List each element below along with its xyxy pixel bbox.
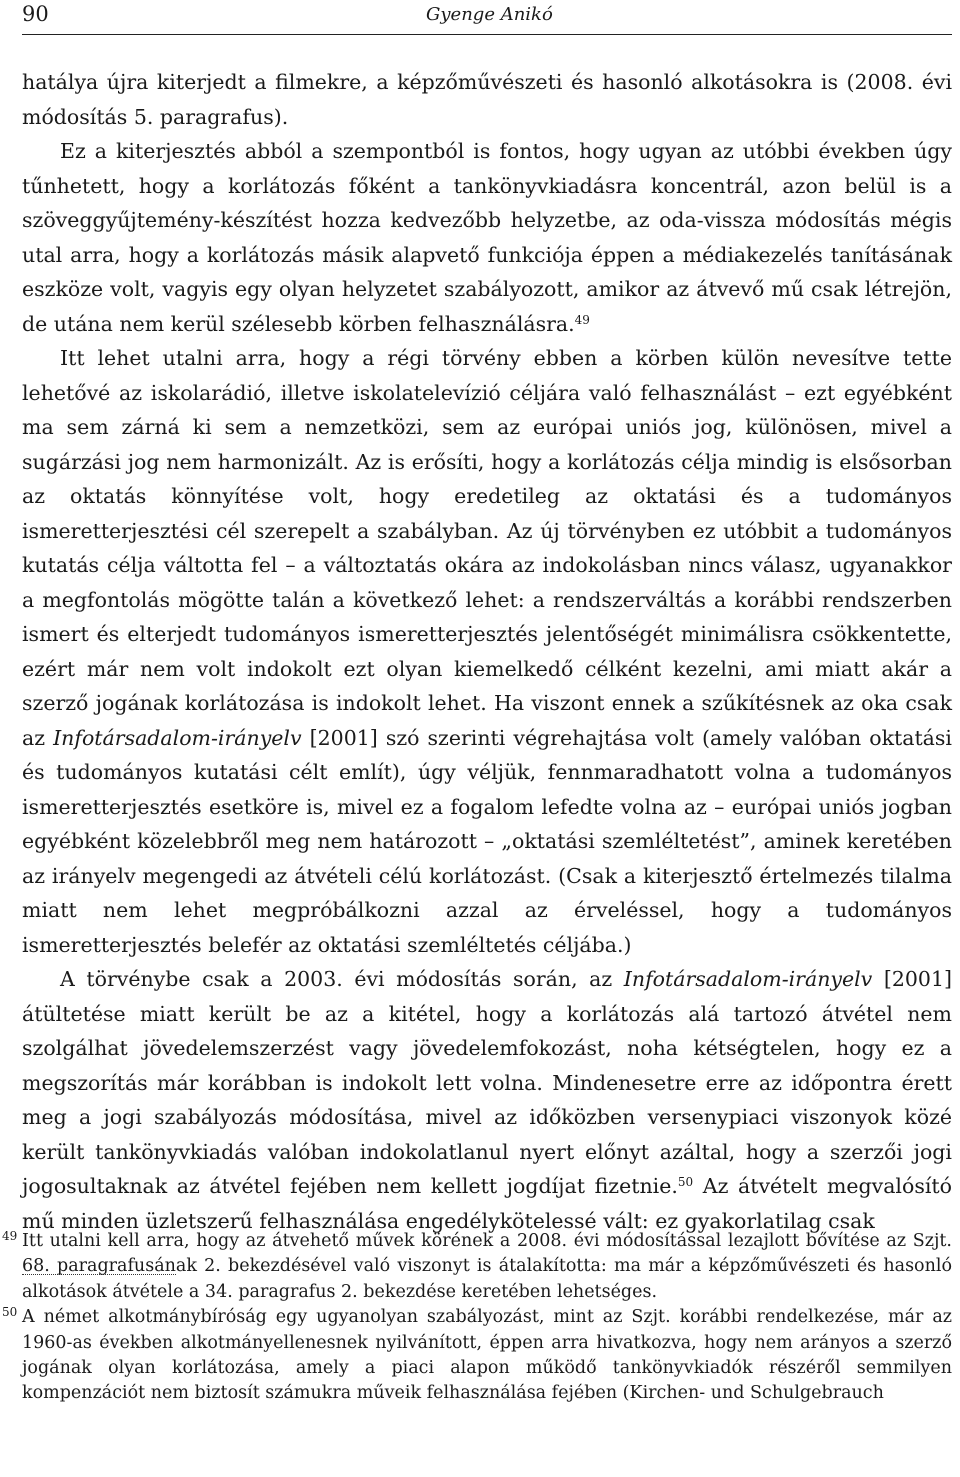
footnote-50 (2, 1305, 952, 1407)
directive-title: Infotársadalom-irányelv (623, 967, 873, 991)
footnote-number: 49 (2, 1229, 18, 1243)
footnote-ref-49[interactable]: 49 (574, 312, 590, 327)
body-text (22, 65, 952, 1238)
directive-title: Infotársadalom-irányelv (53, 725, 302, 750)
paragraph-3-text-a: Itt lehet utalni arra, hogy a régi törvény ebben a körben külön nevesítve tette lehetővé az iskolarádió, illetve iskolatelevízió céljára való felhasználást – ezt egyébként ma sem zárná ki sem a nemzetközi, sem az európai uniós jog, különösen, mivel a sugárzási jog nem harmonizált. Az is erősíti, hogy a korlátozás célja mindig is elsősorban az oktatás könnyítése volt, hogy eredetileg az oktatási és a tudományos ismeretterjesztési cél szerepelt a szabályban. Az új törvényben ez utóbbit a tudományos kutatás célja váltotta fel – a változtatás okára az indokolásban nincs válasz, ugyanakkor a megfontolás mögötte talán a következő lehet: a rendszerváltás a korábbi rendszerben ismert és elterjedt tudományos ismeretterjesztés jelentőségét minimálisra csökkentette, ezért már nem volt indokolt ezt olyan kiemelkedő célként kezelni, ami miatt akár a szerző jogának korlátozása is indokolt lehet. Ha viszont ennek a szűkítésnek az oka csak az (22, 346, 952, 750)
paragraph-3 (22, 341, 952, 962)
page-number: 90 (22, 2, 49, 26)
footnotes (2, 1229, 952, 1407)
paragraph-4-text-b: [2001] átültetése miatt került be az a kitétel, hogy a korlátozás alá tartozó átvétel nem szolgálhat jövedelemszerzést vagy jövedelemfokozást, noha kétségtelen, hogy ez a megszorítás már korábban is indokolt lett volna. Mindenesetre erre az időpontra érett meg a jogi szabályozás módosítása, mivel az időközben versenypiaci viszonyok közé került tankönyvkiadás valóban indokolatlanul nyert előnyt azáltal, hogy a szerzői jogi jogosultaknak az átvétel fejében nem kellett jogdíjat fizetnie. (22, 967, 952, 1198)
footnote-text: A német alkotmánybíróság egy ugyanolyan szabályozást, mint az Szjt. korábbi rendelkezése, már az 1960-as években alkotmányellenesnek nyilvánított, éppen arra hivatkozva, hogy nem arányos a szerző jogának olyan korlátozása, amely a piaci alapon működő tankönyvkiadók részéről semmilyen kompenzációt nem biztosít számukra műveik felhasználása fejében (Kirchen- und Schulgebrauch (22, 1307, 952, 1404)
paragraph-3-text-b: [2001] szó szerinti végrehajtása volt (amely valóban oktatási és tudományos kutatási célt említ), úgy véljük, fennmaradhatott volna a tudományos ismeretterjesztés esetköre is, mivel ez a fogalom lefedte volna az – európai uniós jogban egyébként közelebbről meg nem határozott – „oktatási szemléltetést”, aminek keretében az irányelv megengedi az átvételi célú korlátozást. (Csak a kiterjesztő értelmezés tilalma miatt nem lehet megpróbálkozni azzal az érveléssel, hogy a tudományos ismeretterjesztés belefér az oktatási szemléltetés céljába.) (22, 725, 952, 957)
running-head-author: Gyenge Anikó (426, 4, 553, 25)
footnote-text: Itt utalni kell arra, hogy az átvehető művek körének a 2008. évi módosítással lezajlott bővítése az Szjt. 68. paragrafusának 2. bekezdésével való viszonyt is átalakította: ma már a képzőművészeti és hasonló alkotások átvétele a 34. paragrafus 2. bekezdése keretében lehetséges. (22, 1231, 952, 1302)
paragraph-1: hatálya újra kiterjedt a filmekre, a képzőművészeti és hasonló alkotásokra is (2008. évi módosítás 5. paragrafus). (22, 70, 952, 129)
paragraph-2-text: Ez a kiterjesztés abból a szempontból is fontos, hogy ugyan az utóbbi években úgy tűnhetett, hogy a korlátozás főként a tankönyvkiadásra koncentrál, azon belül is a szöveggyűjtemény-készítést hozza kedvezőbb helyzetbe, az oda-vissza módosítás mégis utal arra, hogy a korlátozás másik alapvető funkciója éppen a médiakezelés tanításának eszköze volt, vagyis egy olyan helyzetet szabályozott, amikor az átvevő mű csak létrejön, de utána nem kerül szélesebb körben felhasználásra. (22, 139, 952, 336)
paragraph-4-text-a: A törvénybe csak a 2003. évi módosítás során, az (60, 967, 624, 991)
paragraph-4-text-c: Az átvételt megvalósító mű minden üzletszerű felhasználása engedélykötelessé vált: ez gyakorlatilag csak (22, 1174, 952, 1233)
footnote-49 (2, 1229, 952, 1305)
footnote-ref-50[interactable]: 50 (677, 1175, 694, 1189)
paragraph-2 (22, 134, 952, 341)
page-header (22, 0, 952, 35)
footnote-number: 50 (2, 1305, 18, 1320)
paragraph-4 (22, 962, 952, 1238)
